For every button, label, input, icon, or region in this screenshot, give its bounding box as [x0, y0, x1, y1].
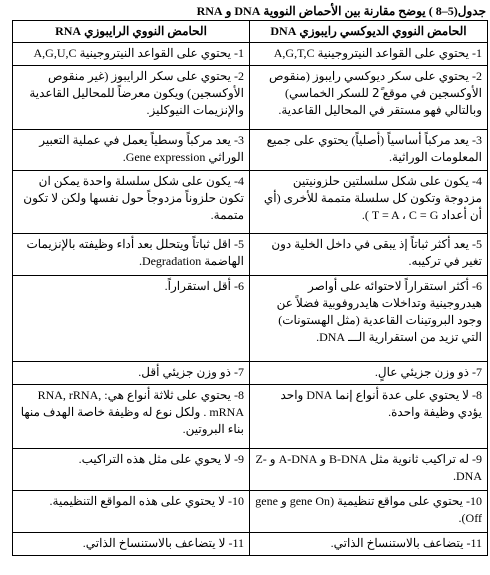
rna-cell: 11- لا يتضاعف بالاستنساخ الذاتي.	[13, 533, 250, 556]
table-row	[13, 385, 488, 449]
table-row	[13, 43, 488, 66]
rna-cell: 1- يحتوي على القواعد النيتروجينية A,G,U,C	[13, 43, 250, 66]
rna-cell: 6- أقل استقراراً.	[13, 276, 250, 362]
rna-cell: 7- ذو وزن جزيئي أقل.	[13, 362, 250, 385]
table-row	[13, 130, 488, 171]
dna-cell: 2- يحتوي على سكر ديوكسي رايبوز (منقوص الأوكسجين في موقع 2ً للسكر الخماسي) وبالتالي فهو مستقر في المحاليل القاعدية.	[250, 66, 488, 130]
table-row	[13, 449, 488, 491]
rna-cell: 5- اقل ثباتاً ويتحلل بعد أداء وظيفته بالإنزيمات الهاضمة Degradation.	[13, 234, 250, 276]
rna-cell: 10- لا يحتوي على هذه المواقع التنظيمية.	[13, 491, 250, 533]
table-row	[13, 276, 488, 362]
table-row	[13, 491, 488, 533]
dna-cell: 7- ذو وزن جزيئي عالٍ.	[250, 362, 488, 385]
dna-cell: 9- له تراكيب ثانوية مثل B-DNA و A-DNA و Z-DNA.	[250, 449, 488, 491]
dna-cell: 1- يحتوي على القواعد النيتروجينية A,G,T,C	[250, 43, 488, 66]
table-row	[13, 362, 488, 385]
dna-cell: 8- لا يحتوي على عدة أنواع إنما DNA واحد يؤدي وظيفة واحدة.	[250, 385, 488, 449]
dna-cell: 11- يتضاعف بالاستنساخ الذاتي.	[250, 533, 488, 556]
dna-cell: 3- يعد مركباً أساسياً (أصلياً) يحتوي على جميع المعلومات الوراثية.	[250, 130, 488, 171]
comparison-table	[12, 20, 488, 556]
dna-cell: 6- أكثر استقراراً لاحتوائه على أواصر هيدروجينية وتداخلات هايدروفوبية فضلاً عن وجود البروتينات القاعدية (مثل الهستونات) التي تزيد من استقرارية الـــ DNA.	[250, 276, 488, 362]
table-row	[13, 66, 488, 130]
table-caption: جدول(5–8 ) يوضح مقارنة بين الأحماض النووية DNA و RNA	[196, 4, 486, 18]
table-row	[13, 234, 488, 276]
header-row	[13, 21, 488, 43]
header-dna: الحامض النووي الديوكسي رايبوزي DNA	[250, 21, 488, 43]
rna-cell: 9- لا يحوي على مثل هذه التراكيب.	[13, 449, 250, 491]
header-rna: الحامض النووي الرايبوزي RNA	[13, 21, 250, 43]
dna-cell: 5- يعد أكثر ثباتاً إذ يبقى في داخل الخلية دون تغير في تركيبه.	[250, 234, 488, 276]
rna-cell: 3- يعد مركباً وسطياً يعمل في عملية التعبير الوراثي Gene expression.	[13, 130, 250, 171]
dna-cell: 10- يحتوي على مواقع تنظيمية (gene On و gene Off).	[250, 491, 488, 533]
table-row	[13, 171, 488, 234]
table-row	[13, 533, 488, 556]
rna-cell: 8- يحتوي على ثلاثة أنواع هي: RNA, rRNA, mRNA . ولكل نوع له وظيفة خاصة الهدف منها بناء البروتين.	[13, 385, 250, 449]
rna-cell: 2- يحتوي على سكر الرايبوز (غير منقوص الأوكسجين) ويكون معرضاً للمحاليل القاعدية والإنزيمات النيوكليز.	[13, 66, 250, 130]
rna-cell: 4- يكون على شكل سلسلة واحدة يمكن ان تكون حلزوناً مزدوجاً حول نفسها ولكن لا تكون متممة.	[13, 171, 250, 234]
dna-cell: 4- يكون على شكل سلسلتين حلزونيتين مزدوجة وتكون كل سلسلة متممة للأخرى (أي أن أعداد T = A ، C = G ).	[250, 171, 488, 234]
